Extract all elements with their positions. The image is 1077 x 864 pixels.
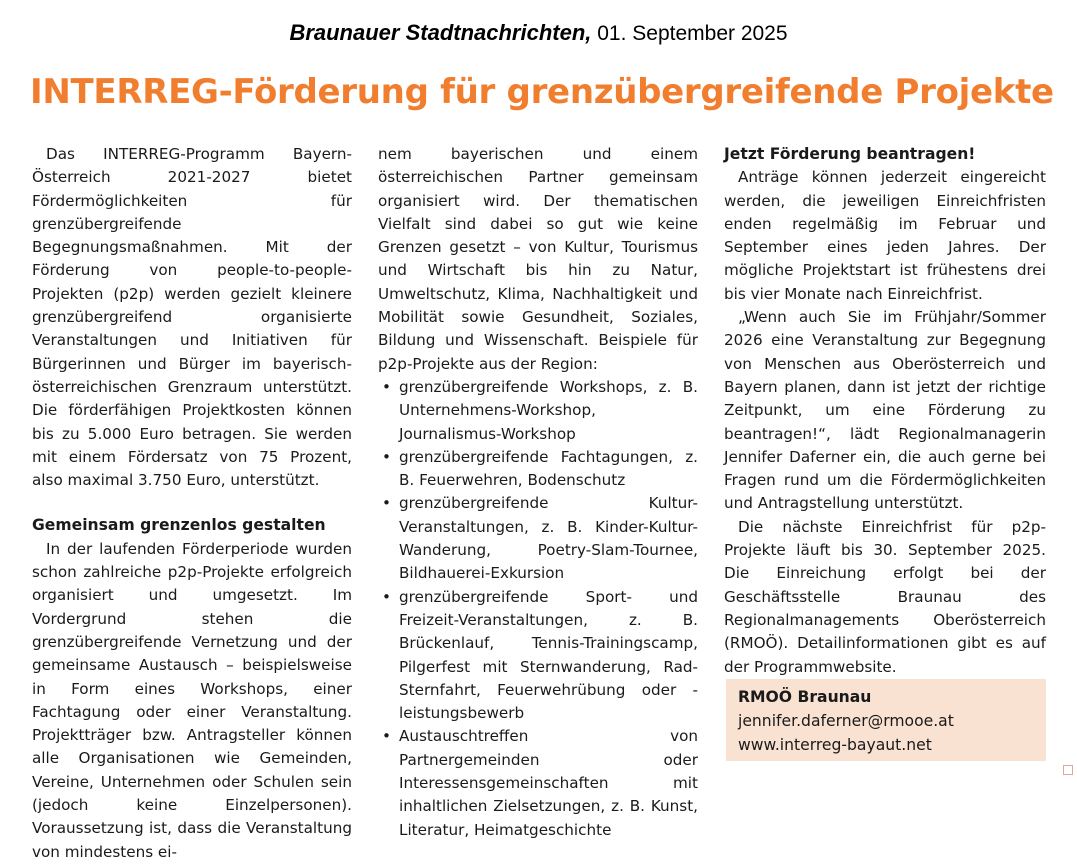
section2-paragraph-1: Anträge können jederzeit eingereicht werden, die jeweiligen Einreichfristen enden regelmäßig im Februar und September eines jeden Jahres. Der mögliche Projektstart ist frühestens drei bis vier Monate nach Einreichfrist. (724, 168, 1046, 303)
section2-paragraph-3: Die nächste Einreichfrist für p2p-Projekte läuft bis 30. September 2025. Die Einreichung erfolgt bei der Geschäftsstelle Braunau des Regionalmanagements Oberösterreich (RMOÖ). Detailinformationen gibt es auf der Programmwebsite. (724, 517, 1046, 676)
list-item: • grenzübergreifende Kultur-Veranstaltungen, z. B. Kinder-Kultur-Wanderung, Poetry-Slam-Tournee, Bildhauerei-Exkursion (382, 494, 698, 583)
section-heading-gemeinsam: Gemeinsam grenzenlos gestalten (32, 516, 326, 535)
contact-org: RMOÖ Braunau (738, 688, 872, 706)
list-item: • grenzübergreifende Fachtagungen, z. B. Feuerwehren, Bodenschutz (382, 447, 698, 490)
corner-mark-icon (1063, 765, 1073, 775)
bullet-icon: • (382, 494, 391, 513)
newspaper-name: Braunauer Stadtnachrichten, (289, 20, 592, 45)
list-item: • Austauschtreffen von Partnergemeinden oder Interessensgemeinschaften mit inhaltlichen Zielsetzungen, z. B. Kunst, Literatur, Heimatgeschichte (382, 727, 698, 839)
column-1 (32, 143, 352, 864)
intro-paragraph: Das INTERREG-Programm Bayern-Österreich 2021-2027 bietet Fördermöglichkeiten für grenzübergreifende Begegnungsmaßnahmen. Mit der Förderung von people-to-people-Projekten (p2p) werden gezielt kleinere grenzübergreifend organisierte Veranstaltungen und Initiativen für Bürgerinnen und Bürger im bayerisch-österreichischen Grenzraum unterstützt. Die förderfähigen Projektkosten können bis zu 5.000 Euro betragen. Sie werden mit einem Fördersatz von 75 Prozent, also maximal 3.750 Euro, unterstützt. (32, 145, 352, 490)
section2-quote-paragraph: „Wenn auch Sie im Frühjahr/Sommer 2026 eine Veranstaltung zur Begegnung von Menschen aus Oberösterreich und Bayern planen, dann ist jetzt der richtige Zeitpunkt, um eine Förderung zu beantragen!“, lädt Regionalmanagerin Jennifer Daferner ein, die auch gerne bei Fragen rund um die Fördermöglichkeiten und Antragstellung unterstützt. (724, 308, 1046, 513)
contact-email: jennifer.daferner@rmooe.at (738, 712, 954, 730)
list-item: • grenzübergreifende Workshops, z. B. Unternehmens-Workshop, Journalismus-Workshop (382, 377, 698, 443)
bullet-icon: • (382, 447, 391, 466)
list-item: • grenzübergreifende Sport- und Freizeit-Veranstaltungen, z. B. Brückenlauf, Tennis-Trainingscamp, Pilgerfest mit Sternwanderung, Rad-Sternfahrt, Feuerwehrübung oder -leistungsbewerb (382, 587, 698, 723)
masthead (0, 20, 1077, 46)
issue-date: 01. September 2025 (597, 22, 788, 45)
examples-list (378, 376, 698, 842)
section-heading-antrag: Jetzt Förderung beantragen! (724, 145, 976, 163)
bullet-icon: • (382, 727, 391, 746)
bullet-icon: • (382, 377, 391, 396)
section1-paragraph-part2: nem bayerischen und einem österreichischen Partner gemeinsam organisiert wird. Der thematischen Vielfalt sind dabei so gut wie keine Grenzen gesetzt – von Kultur, Tourismus und Wirtschaft bis hin zu Natur, Umweltschutz, Klima, Nachhaltigkeit und Mobilität sowie Gesundheit, Soziales, Bildung und Wissenschaft. Beispiele für p2p-Projekte aus der Region: (378, 145, 698, 373)
contact-box (726, 679, 1046, 761)
article-headline: INTERREG-Förderung für grenzübergreifende Projekte (30, 72, 1054, 112)
column-3 (724, 143, 1046, 679)
contact-website: www.interreg-bayaut.net (738, 736, 932, 754)
column-2 (378, 143, 698, 842)
bullet-icon: • (382, 587, 391, 606)
section1-paragraph-part1: In der laufenden Förderperiode wurden schon zahlreiche p2p-Projekte erfolgreich organisiert und umgesetzt. Im Vordergrund stehen die grenzübergreifende Vernetzung und der gemeinsame Austausch – beispielsweise in Form eines Workshops, einer Fachtagung oder einer Veranstaltung. Projektträger bzw. Antragsteller können alle Organisationen wie Gemeinden, Vereine, Unternehmen oder Schulen sein (jedoch keine Einzelpersonen). Voraussetzung ist, dass die Veranstaltung von mindestens ei- (32, 539, 352, 861)
